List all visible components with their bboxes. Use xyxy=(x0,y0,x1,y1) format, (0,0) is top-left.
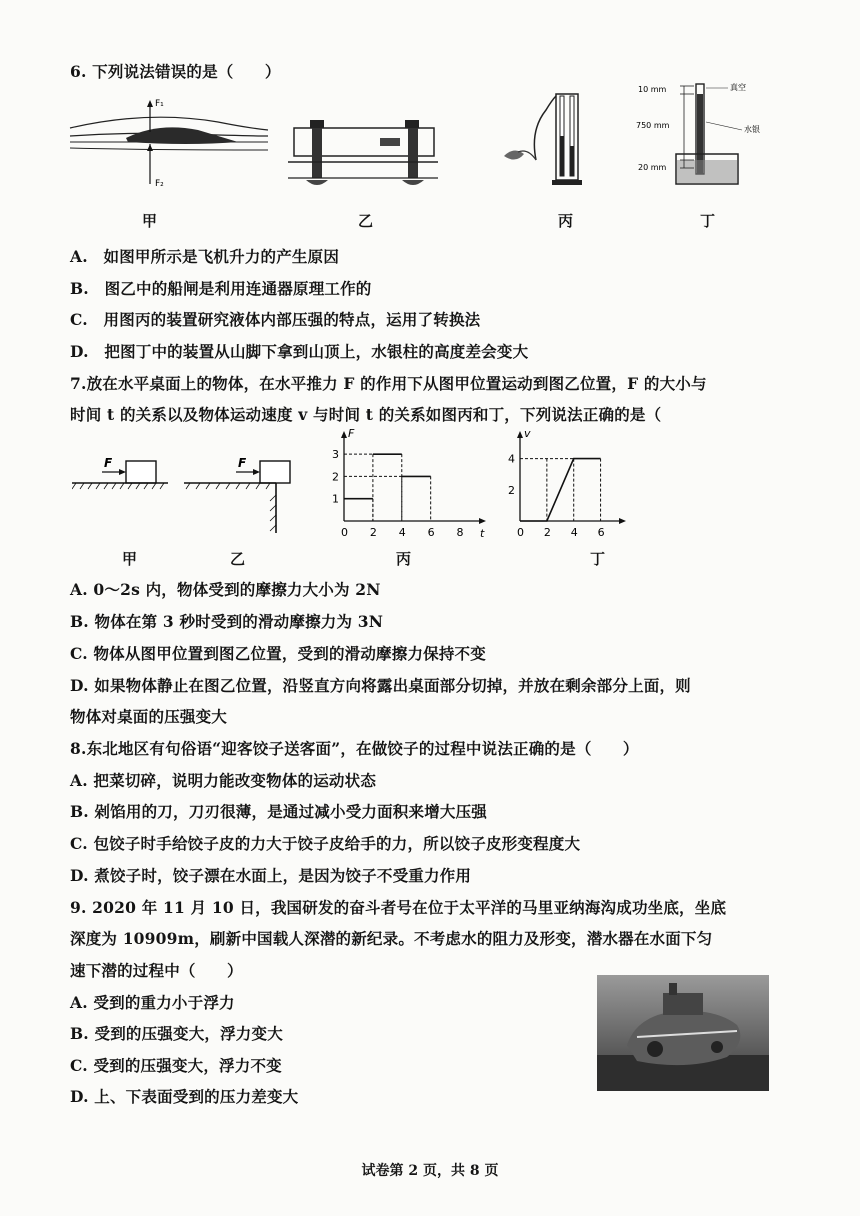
y-axis-label: F xyxy=(348,427,355,440)
label-20mm: 20 mm xyxy=(638,163,667,172)
q9-stem-line3: 速下潜的过程中（ ） xyxy=(70,961,243,980)
q6-figure-ship-lock xyxy=(288,118,438,190)
page-footer: 试卷第 2 页，共 8 页 xyxy=(361,1163,499,1179)
q9-option-a: A. 受到的重力小于浮力 xyxy=(70,993,235,1012)
q8-stem: 8.东北地区有句俗语“迎客饺子送客面”，在做饺子的过程中说法正确的是（ ） xyxy=(70,739,639,758)
q8-option-c: C. 包饺子时手给饺子皮的力大于饺子皮给手的力，所以饺子皮形变程度大 xyxy=(70,834,581,853)
q7-option-d: D. 如果物体静止在图乙位置，沿竖直方向将露出桌面部分切掉，并放在剩余部分上面，则 xyxy=(70,676,691,695)
q7-fig-label-jia: 甲 xyxy=(122,550,138,568)
q6-fig-label-ding: 丁 xyxy=(700,212,716,230)
x-tick-label: 2 xyxy=(543,526,551,539)
x-tick-label: 6 xyxy=(427,526,435,539)
q6-fig-label-bing: 丙 xyxy=(558,212,574,230)
q8-option-d: D. 煮饺子时，饺子漂在水面上，是因为饺子不受重力作用 xyxy=(70,866,472,885)
q8-option-a: A. 把菜切碎，说明力能改变物体的运动状态 xyxy=(70,771,377,790)
y-tick-label: 2 xyxy=(332,470,339,484)
q9-option-c: C. 受到的压强变大，浮力不变 xyxy=(70,1056,282,1075)
force-label-f2: F₂ xyxy=(155,179,164,189)
q7-fig-label-yi: 乙 xyxy=(230,550,246,568)
q6-figure-airfoil xyxy=(68,92,273,192)
y-tick-label: 3 xyxy=(332,448,339,462)
force-label-jia: F xyxy=(104,456,113,470)
label-10mm: 10 mm xyxy=(638,85,667,94)
q6-option-a: A. 如图甲所示是飞机升力的产生原因 xyxy=(70,247,340,266)
x-axis-arrow xyxy=(619,518,626,524)
label-750mm: 750 mm xyxy=(636,121,670,130)
label-mercury: 水银 xyxy=(744,125,760,134)
q7-figure-yi xyxy=(180,455,300,535)
x-tick-label: 2 xyxy=(369,526,377,539)
q6-option-d: D. 把图丁中的装置从山脚下拿到山顶上，水银柱的高度差会变大 xyxy=(70,342,529,361)
q6-figure-manometer xyxy=(494,90,594,190)
q6-figure-torricelli xyxy=(636,80,786,192)
q6-stem: 6. 下列说法错误的是（ ） xyxy=(70,62,281,81)
q6-fig-label-yi: 乙 xyxy=(358,212,374,230)
submersible-photo xyxy=(597,975,769,1091)
y-tick-label: 4 xyxy=(508,452,515,466)
x-tick-label: 4 xyxy=(570,526,578,539)
q7-fig-label-bing: 丙 xyxy=(396,550,412,568)
q7-figure-jia xyxy=(72,455,172,495)
force-label-f1: F₁ xyxy=(155,99,164,109)
q7-chart-force-time xyxy=(320,425,490,545)
velocity-line xyxy=(520,459,601,521)
y-tick-label: 1 xyxy=(332,492,339,506)
q7-stem-line1: 7.放在水平桌面上的物体，在水平推力 F 的作用下从图甲位置运动到图乙位置，F 的大小与 xyxy=(70,374,707,393)
x-tick-label: 6 xyxy=(597,526,605,539)
y-axis-label: v xyxy=(524,427,531,440)
force-label-yi: F xyxy=(238,456,247,470)
q7-chart-velocity-time xyxy=(500,425,630,545)
q6-option-c: C. 用图丙的装置研究液体内部压强的特点，运用了转换法 xyxy=(70,310,481,329)
q7-option-a: A. 0～2s 内，物体受到的摩擦力大小为 2N xyxy=(70,580,381,599)
y-tick-label: 2 xyxy=(508,483,515,497)
q6-fig-label-jia: 甲 xyxy=(142,212,158,230)
x-tick-label: 8 xyxy=(456,526,464,539)
y-axis-arrow xyxy=(341,431,347,438)
x-tick-label: 0 xyxy=(341,526,348,539)
q9-stem-line1: 9. 2020 年 11 月 10 日，我国研发的奋斗者号在位于太平洋的马里亚纳海沟成功坐底，坐底 xyxy=(70,898,727,917)
q9-option-d: D. 上、下表面受到的压力差变大 xyxy=(70,1087,299,1106)
y-axis-arrow xyxy=(517,431,523,438)
q9-option-b: B. 受到的压强变大，浮力变大 xyxy=(70,1024,283,1043)
x-axis-label: t xyxy=(480,527,485,540)
q8-option-b: B. 剁馅用的刀，刀刃很薄，是通过减小受力面积来增大压强 xyxy=(70,802,487,821)
q9-stem-line2: 深度为 10909m，刷新中国载人深潜的新纪录。不考虑水的阻力及形变，潜水器在水面下匀 xyxy=(70,929,713,948)
label-vacuum: 真空 xyxy=(730,83,746,92)
x-axis-arrow xyxy=(479,518,486,524)
q6-option-b: B. 图乙中的船闸是利用连通器原理工作的 xyxy=(70,279,372,298)
x-tick-label: 4 xyxy=(398,526,406,539)
q7-option-d-cont: 物体对桌面的压强变大 xyxy=(70,707,228,726)
q7-option-c: C. 物体从图甲位置到图乙位置，受到的滑动摩擦力保持不变 xyxy=(70,644,486,663)
q7-option-b: B. 物体在第 3 秒时受到的滑动摩擦力为 3N xyxy=(70,612,384,631)
q7-stem-line2: 时间 t 的关系以及物体运动速度 v 与时间 t 的关系如图丙和丁，下列说法正确的是（ xyxy=(70,405,662,424)
x-tick-label: 0 xyxy=(517,526,524,539)
q7-fig-label-ding: 丁 xyxy=(590,550,606,568)
